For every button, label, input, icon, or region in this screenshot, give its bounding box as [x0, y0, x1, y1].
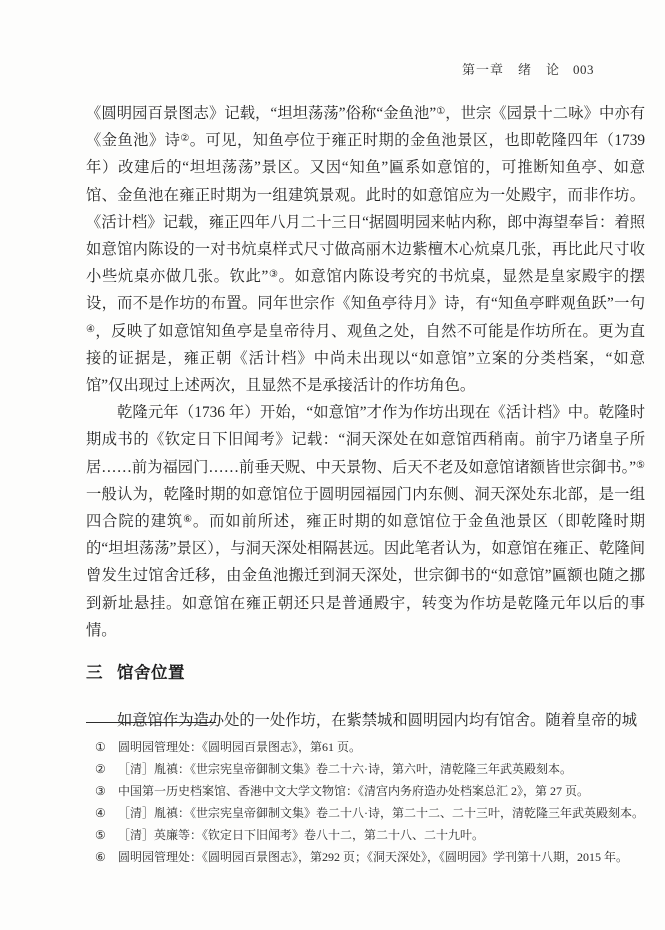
- footnote-item: [86, 736, 645, 758]
- page-number: 003: [573, 62, 594, 77]
- body-paragraph: [86, 100, 645, 399]
- chapter-label: 第一章 绪 论: [461, 62, 560, 77]
- footnote-marker: ②: [95, 762, 106, 776]
- body-paragraph: [86, 399, 645, 644]
- footnote-marker: ⑥: [95, 850, 106, 864]
- footnote-marker: ⑤: [95, 828, 106, 842]
- text-run: 。而如前所述，雍正时期的如意馆位于金鱼池景区（即乾隆时期的“坦坦荡荡”景区），与洞天深处相隔甚远。因此笔者认为，如意馆在雍正、乾隆间曾发生过馆舍迁移，由金鱼池搬迁到洞天深处，世宗御书的“如意馆”匾额也随之挪到新址悬挂。如意馆在雍正朝还只是普通殿宇，转变为作坊是乾隆元年以后的事情。: [86, 513, 645, 639]
- text-run: 一般认为，乾隆时期的如意馆位于圆明园福园门内东侧、洞天深处东北部，是一组四合院的建筑: [86, 485, 645, 531]
- footnote-reference: ④: [86, 323, 96, 335]
- footnote-reference: ②: [180, 133, 190, 145]
- running-header: [462, 59, 594, 78]
- footnote-text: 中国第一历史档案馆、香港中文大学文物馆：《清宫内务府造办处档案总汇 2》，第 27 页。: [118, 784, 590, 798]
- section-title: 馆舍位置: [117, 663, 185, 683]
- footnote-marker: ③: [95, 784, 106, 798]
- footnote-item: [86, 780, 645, 802]
- footnote-marker: ①: [95, 740, 106, 754]
- footnote-item: [86, 758, 645, 780]
- footnote-text: ［清］胤禛：《世宗宪皇帝御制文集》卷二十八·诗，第二十二、二十三叶，清乾隆三年武英殿刻本。: [118, 806, 645, 820]
- footnote-text: ［清］胤禛：《世宗宪皇帝御制文集》卷二十六·诗，第六叶，清乾隆三年武英殿刻本。: [118, 762, 572, 776]
- footnote-item: [86, 802, 645, 824]
- footnote-marker: ④: [95, 806, 106, 820]
- text-run: 如意馆作为造办处的一处作坊，在紫禁城和圆明园内均有馆舍。随着皇帝的城: [117, 712, 638, 730]
- footnote-reference: ⑥: [183, 514, 193, 526]
- footnote-item: [86, 846, 645, 868]
- footnote-text: 圆明园管理处：《圆明园百景图志》，第292 页；《洞天深处》，《圆明园》学刊第十八期，2015 年。: [118, 850, 629, 864]
- section-number: 三: [86, 663, 103, 683]
- footnote-reference: ⑤: [636, 459, 645, 471]
- footnote-text: 圆明园管理处：《圆明园百景图志》，第61 页。: [118, 740, 362, 754]
- text-run: ，世宗《园景十二咏》中亦有《金鱼池》诗: [86, 105, 645, 150]
- footnote-text: ［清］英廉等：《钦定日下旧闻考》卷八十二，第二十八、二十九叶。: [118, 828, 485, 842]
- footnote-reference: ①: [436, 106, 446, 117]
- footnote-item: [86, 824, 645, 846]
- text-run: 。如意馆内陈设考究的书炕桌，显然是皇家殿宇的摆设，而不是作坊的布置。同年世宗作《知鱼亭待月》诗，有“知鱼亭畔观鱼跃”一句: [86, 268, 645, 313]
- text-run: 《圆明园百景图志》记载，“坦坦荡荡”俗称“金鱼池”: [86, 105, 437, 122]
- footnote-reference: ③: [268, 269, 279, 281]
- text-run: 。可见，知鱼亭位于雍正时期的金鱼池景区，也即乾隆四年（1739 年）改建后的“坦坦荡荡”景区。又因“知鱼”匾系如意馆的，可推断知鱼亭、如意馆、金鱼池在雍正时期为一组建筑景观。此时的如意馆应为一处殿宇，而非作坊。《活计档》记载，雍正四年八月二十三日“据圆明园来帖内称，郎中海望奉旨：着照如意馆内陈设的一对书炕桌样式尺寸做高丽木边紫檀木心炕桌几张，再比此尺寸收小些炕桌亦做几张。钦此”: [86, 132, 645, 286]
- text-run: 乾隆元年（1736 年）开始，“如意馆”才作为作坊出现在《活计档》中。乾隆时期成书的《钦定日下旧闻考》记载：“洞天深处在如意馆西稍南。前宇乃诸皇子所居……前为福园门……前垂天贶、中天景物、后天不老及如意馆诸额皆世宗御书。”: [86, 404, 645, 476]
- footnotes-section: [86, 722, 645, 868]
- footnote-divider: [86, 722, 216, 723]
- section-heading: [86, 659, 645, 686]
- page-content: [86, 100, 645, 734]
- text-run: ，反映了如意馆知鱼亭是皇帝待月、观鱼之处，自然不可能是作坊所在。更为直接的证据是，雍正朝《活计档》中尚未出现以“如意馆”立案的分类档案，“如意馆”仅出现过上述两次，且显然不是承接活计的作坊角色。: [86, 322, 645, 395]
- footnote-list: [86, 736, 645, 868]
